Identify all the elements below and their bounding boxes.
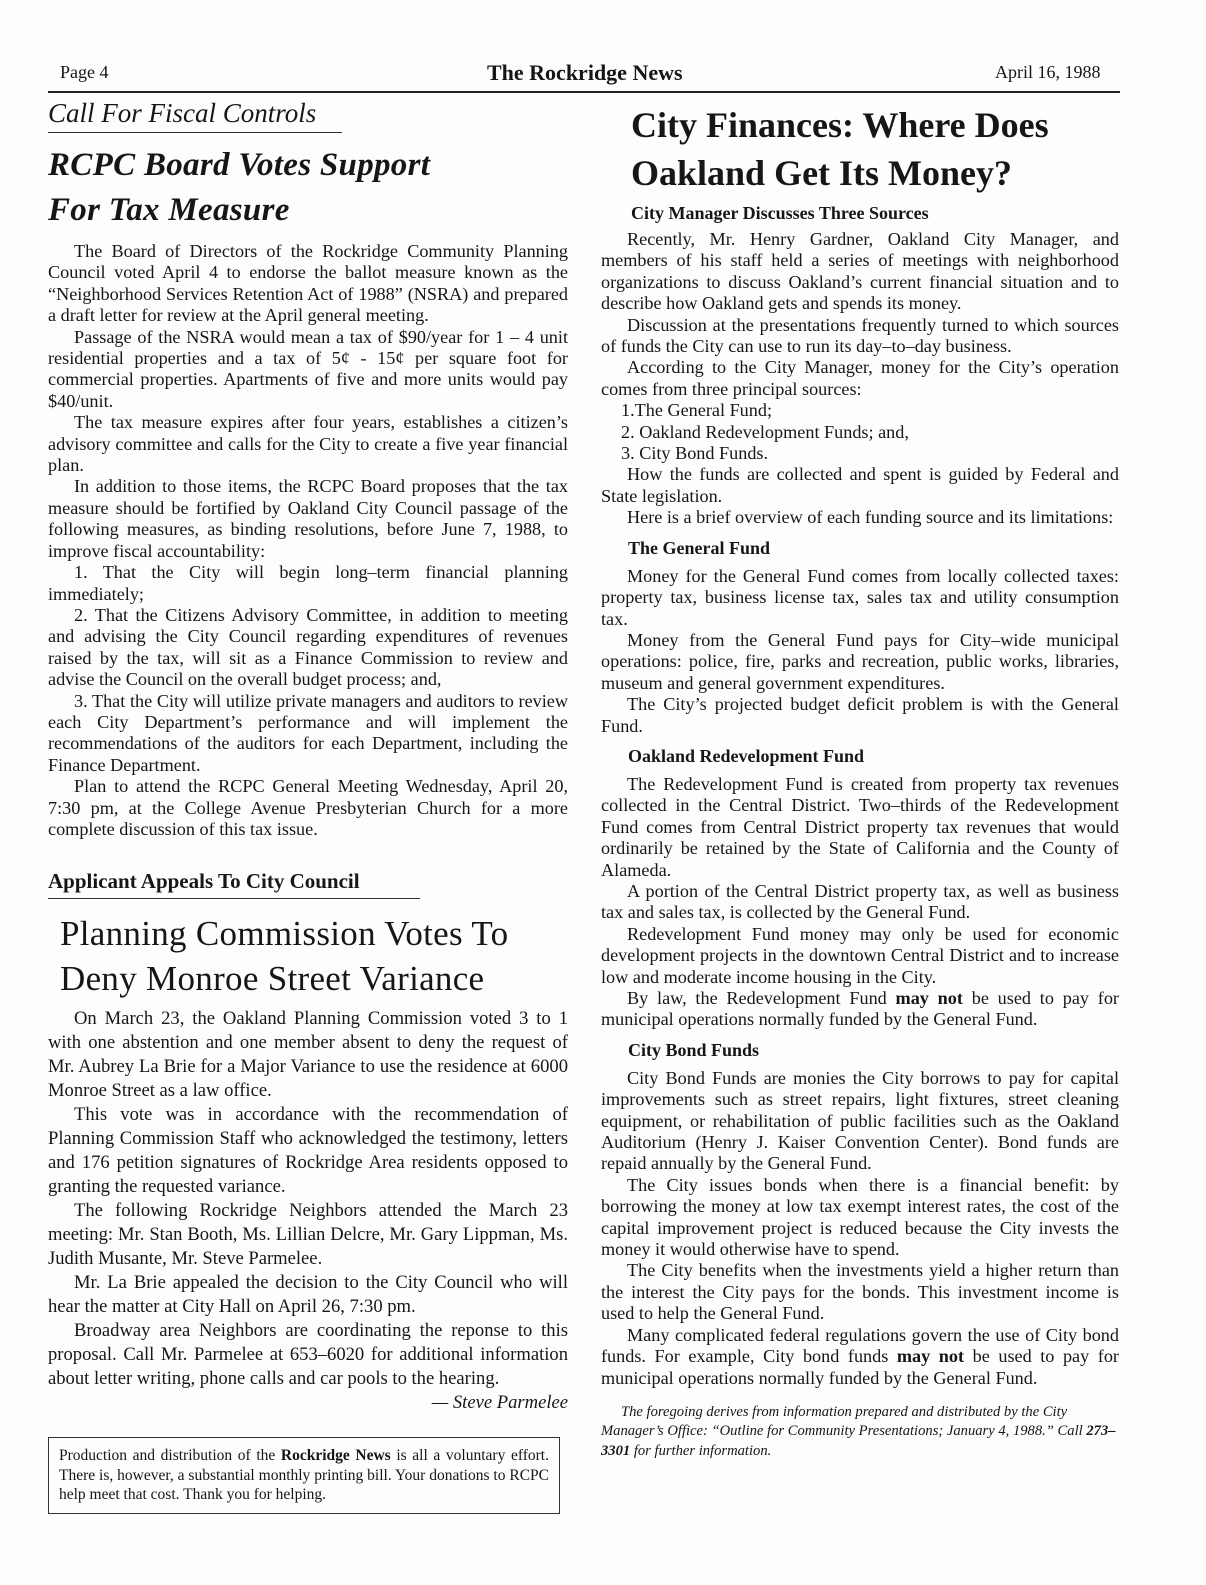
text-part: be used to pay for municipal operations normally funded by the General Fund. — [601, 988, 1119, 1030]
headline-line: Deny Monroe Street Variance — [60, 959, 485, 999]
source-item: 2. Oakland Redevelopment Funds; and, — [621, 421, 909, 442]
headline-line: Planning Commission Votes To — [60, 914, 509, 954]
section-heading: The General Fund — [628, 537, 771, 558]
paragraph — [601, 1325, 1119, 1389]
article-headline — [631, 101, 1119, 197]
article-headline — [48, 143, 568, 233]
paragraph: The Board of Directors of the Rockridge Community Planning Council voted April 4 to endorse the ballot measure known as the “Neighborhood Services Retention Act of 1988” (NSRA) and prepared a draft letter for review at the April general meeting. — [48, 241, 568, 326]
article-kicker: Applicant Appeals To City Council — [48, 868, 420, 899]
source-item: 1.The General Fund; — [621, 400, 773, 421]
section-heading: Oakland Redevelopment Fund — [628, 745, 865, 766]
headline-line: RCPC Board Votes Support — [48, 147, 431, 183]
donation-text-part: Production and distribution of the — [59, 1447, 281, 1465]
paragraph: Mr. La Brie appealed the decision to the City Council who will hear the matter at City Hall on April 26, 7:30 pm. — [48, 1272, 568, 1318]
paragraph: The Redevelopment Fund is created from property tax revenues collected in the Central District. Two–thirds of the Redevelopment Fund comes from Central District property tax revenues that would ordinarily be retained by the State of California and the County of Alameda. — [601, 773, 1119, 880]
section-heading: City Bond Funds — [628, 1039, 760, 1060]
publication-title: The Rockridge News — [487, 60, 683, 85]
paragraph: A portion of the Central District property tax, as well as business tax and sales tax, is collected by the General Fund. — [601, 880, 1119, 923]
list-item: 1. That the City will begin long–term financial planning immediately; — [48, 562, 568, 604]
text-part: Many complicated federal regulations govern the use of City bond funds. For example, City bond funds — [601, 1324, 1119, 1367]
paragraph: Discussion at the presentations frequently turned to which sources of funds the City can use to run its day–to–day business. — [601, 314, 1119, 357]
donation-box — [48, 1437, 560, 1514]
text-bold: 273–3301 — [601, 1423, 1116, 1459]
page-number: Page 4 — [60, 62, 109, 82]
donation-text-bold: Rockridge News — [280, 1447, 391, 1465]
paragraph: Plan to attend the RCPC General Meeting Wednesday, April 20, 7:30 pm, at the College Avenue Presbyterian Church for a more complete discussion of this tax issue. — [48, 776, 568, 839]
paragraph: Money from the General Fund pays for City–wide municipal operations: police, fire, parks and recreation, public works, libraries, museum and general government expenditures. — [601, 629, 1119, 693]
header-rule — [48, 91, 1120, 93]
text-bold: may not — [895, 988, 963, 1008]
left-column — [48, 98, 568, 1514]
text-part: be used to pay for municipal operations normally funded by the General Fund. — [601, 1346, 1119, 1388]
article-headline — [60, 911, 568, 1001]
headline-line: Oakland Get Its Money? — [631, 153, 1013, 193]
list-item: 2. That the Citizens Advisory Committee, in addition to meeting and advising the City Council regarding expenditures of revenues raised by the tax, will sit as a Finance Commission to review and advise the Council on the overall budget process; and, — [48, 604, 568, 690]
source-item: 3. City Bond Funds. — [621, 443, 769, 464]
issue-date: April 16, 1988 — [995, 62, 1101, 82]
paragraph: The City issues bonds when there is a financial benefit: by borrowing the money at low tax exempt interest rates, the cost of the capital improvement project is reduced because the City invests the money it would otherwise have to spend. — [601, 1174, 1119, 1260]
paragraph: Passage of the NSRA would mean a tax of $90/year for 1 – 4 unit residential properties and a tax of 5¢ - 15¢ per square foot for commercial properties. Apartments of five and more units would pay $40/unit. — [48, 326, 568, 411]
text-bold: may not — [896, 1346, 965, 1367]
paragraph — [601, 988, 1119, 1031]
article-tax-measure — [48, 98, 568, 840]
paragraph: The City’s projected budget deficit problem is with the General Fund. — [601, 694, 1119, 736]
byline: — Steve Parmelee — [431, 1392, 568, 1414]
article-body — [48, 241, 568, 840]
paragraph: How the funds are collected and spent is guided by Federal and State legislation. — [601, 464, 1119, 506]
article-monroe-variance — [48, 868, 568, 1415]
list-item: 3. That the City will utilize private managers and auditors to review each City Department’s performance and will implement the recommendations of the auditors for each Department, including the Finance Department. — [48, 690, 568, 775]
article-subhead: City Manager Discusses Three Sources — [631, 203, 929, 223]
right-column — [601, 101, 1119, 1461]
donation-text — [59, 1446, 549, 1505]
headline-line: City Finances: Where Does — [631, 105, 1049, 145]
source-footnote — [601, 1403, 1119, 1462]
text-part: for further information. — [630, 1442, 772, 1459]
donation-text-part: is all a voluntary effort. There is, however, a substantial monthly printing bill. Your donations to RCPC help meet that cost. Thank you for helping. — [59, 1447, 549, 1504]
article-body — [48, 1007, 568, 1415]
paragraph: The tax measure expires after four years, establishes a citizen’s advisory committee and calls for the City to create a five year financial plan. — [48, 412, 568, 476]
paragraph: Broadway area Neighbors are coordinating the reponse to this proposal. Call Mr. Parmelee at 653–6020 for additional information about letter writing, phone calls and car pools to the hearing. — [48, 1320, 568, 1390]
text-part: The foregoing derives from information prepared and distributed by the City Manager’s Office: “Outline for Community Presentations; January 4, 1988.” Call — [601, 1403, 1087, 1440]
article-kicker: Call For Fiscal Controls — [48, 98, 342, 133]
paragraph: Money for the General Fund comes from locally collected taxes: property tax, business license tax, sales tax and utility consumption tax. — [601, 565, 1119, 629]
headline-line: For Tax Measure — [48, 192, 290, 228]
paragraph: Here is a brief overview of each funding source and its limitations: — [627, 507, 1114, 528]
paragraph: According to the City Manager, money for the City’s operation comes from three principal sources: — [601, 357, 1119, 399]
page-header — [0, 62, 1206, 90]
paragraph: In addition to those items, the RCPC Board proposes that the tax measure should be fortified by Oakland City Council passage of the following measures, as binding resolutions, before June 7, 1988, to improve fiscal accountability: — [48, 476, 568, 561]
paragraph: This vote was in accordance with the recommendation of Planning Commission Staff who acknowledged the testimony, letters and 176 petition signatures of Rockridge Area residents opposed to granting the requested variance. — [48, 1104, 568, 1198]
paragraph: On March 23, the Oakland Planning Commission voted 3 to 1 with one abstention and one member absent to deny the request of Mr. Aubrey La Brie for a Major Variance to use the residence at 6000 Monroe Street as a law office. — [48, 1008, 568, 1102]
text-part: By law, the Redevelopment Fund — [627, 988, 896, 1008]
paragraph: The following Rockridge Neighbors attended the March 23 meeting: Mr. Stan Booth, Ms. Lillian Delcre, Mr. Gary Lippman, Ms. Judith Musante, Mr. Steve Parmelee. — [48, 1200, 568, 1270]
paragraph: City Bond Funds are monies the City borrows to pay for capital improvements such as street repairs, light fixtures, street cleaning equipment, or rehabilitation of public facilities such as the Oakland Auditorium (Henry J. Kaiser Convention Center). Bond funds are repaid annually by the General Fund. — [601, 1067, 1119, 1174]
paragraph: Redevelopment Fund money may only be used for economic development projects in the downtown Central District and to increase low and moderate income housing in the City. — [601, 923, 1119, 987]
paragraph: Recently, Mr. Henry Gardner, Oakland City Manager, and members of his staff held a series of meetings with neighborhood organizations to discuss Oakland’s current financial situation and to describe how Oakland gets and spends its money. — [601, 229, 1119, 314]
paragraph: The City benefits when the investments yield a higher return than the interest the City pays for the bonds. This investment income is used to help the General Fund. — [601, 1260, 1119, 1324]
